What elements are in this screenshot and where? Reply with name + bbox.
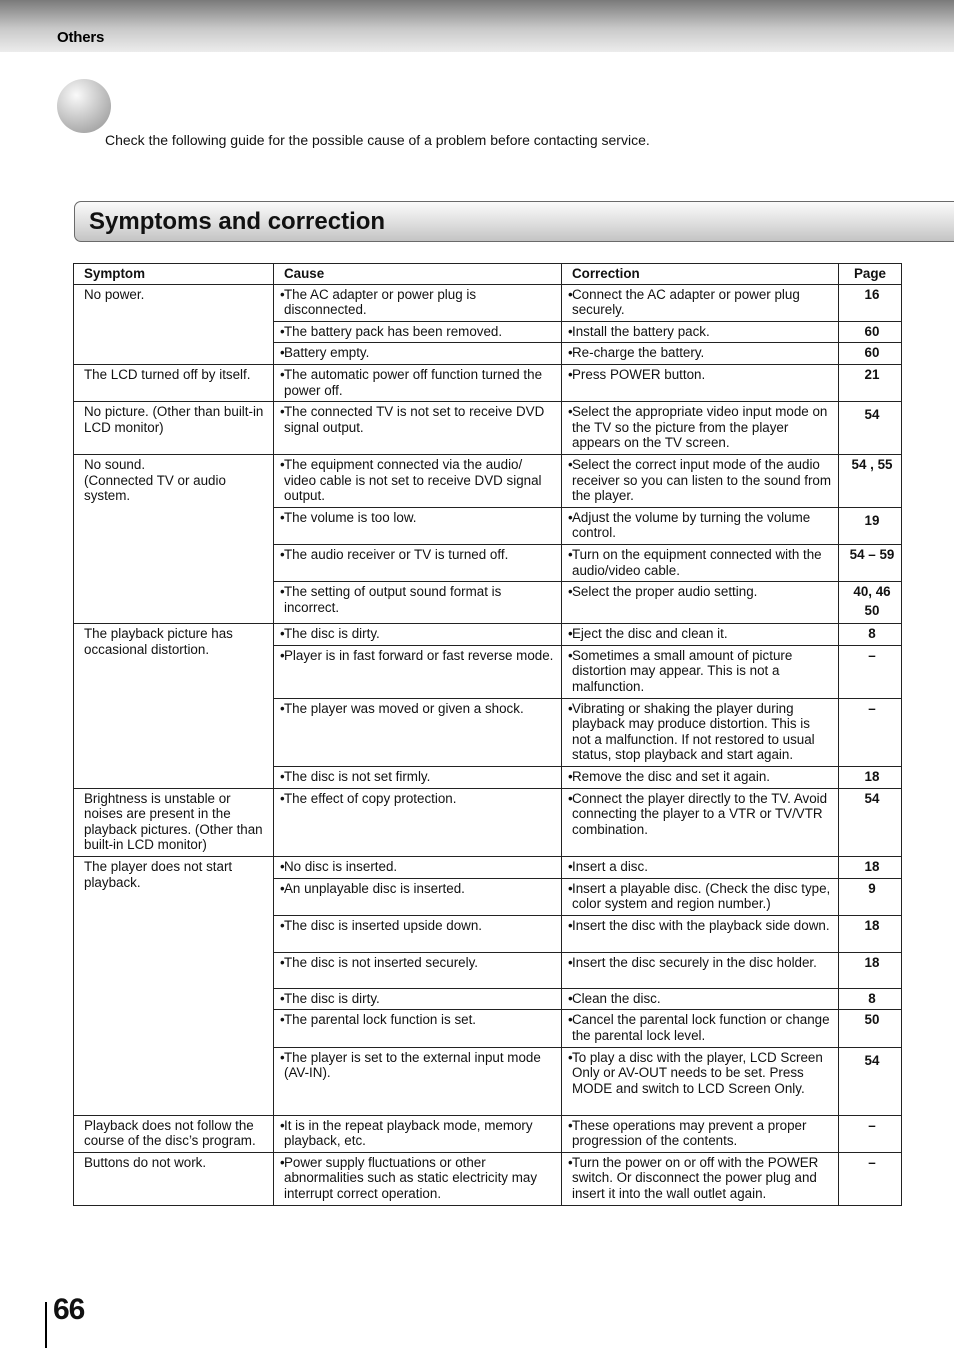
cause-cell: • It is in the repeat playback mode, memory playback, etc.: [274, 1115, 562, 1152]
table-row: [74, 284, 902, 321]
page-cell: 50: [839, 1010, 902, 1047]
cause-cell: • The parental lock function is set.: [274, 1010, 562, 1047]
section-label: Others: [57, 29, 105, 46]
page-cell: 60: [839, 321, 902, 343]
correction-cell: • Eject the disc and clean it.: [562, 624, 839, 646]
page-cell: 18: [839, 952, 902, 988]
page-number: 66: [53, 1293, 85, 1326]
page-cell: 8: [839, 624, 902, 646]
correction-cell: • Turn on the equipment connected with the audio/video cable.: [562, 544, 839, 581]
correction-cell: • Sometimes a small amount of picture distortion may appear. This is not a malfunction.: [562, 645, 839, 698]
cause-cell: • The disc is dirty.: [274, 988, 562, 1010]
troubleshooting-table: [73, 263, 902, 1206]
cause-cell: • Player is in fast forward or fast reverse mode.: [274, 645, 562, 698]
cause-cell: • The effect of copy protection.: [274, 788, 562, 856]
page-cell: 21: [839, 364, 902, 401]
page-cell: –: [839, 1115, 902, 1152]
correction-cell: • Select the correct input mode of the audio receiver so you can listen to the sound from the player.: [562, 454, 839, 507]
symptom-cell: The player does not start playback.: [74, 857, 274, 1116]
symptom-cell: The playback picture has occasional distortion.: [74, 624, 274, 789]
cause-cell: • The player is set to the external input mode (AV-IN).: [274, 1047, 562, 1115]
correction-cell: • Press POWER button.: [562, 364, 839, 401]
header-symptom: Symptom: [74, 264, 274, 285]
page-cell: –: [839, 645, 902, 698]
cause-cell: • The player was moved or given a shock.: [274, 698, 562, 766]
symptom-cell: No picture. (Other than built-in LCD monitor): [74, 402, 274, 455]
table-row: [74, 1115, 902, 1152]
correction-cell: • Connect the AC adapter or power plug securely.: [562, 284, 839, 321]
page-cell: 54 – 59: [839, 544, 902, 581]
page-cell: 18: [839, 857, 902, 879]
page-number-rule: [45, 1302, 47, 1348]
page-cell: –: [839, 698, 902, 766]
symptom-cell: Playback does not follow the course of the disc’s program.: [74, 1115, 274, 1152]
header-page: Page: [839, 264, 902, 285]
header-correction: Correction: [562, 264, 839, 285]
page-cell: 54: [839, 788, 902, 856]
page-cell: 9: [839, 878, 902, 915]
page-cell: 54: [839, 402, 902, 455]
correction-cell: • Connect the player directly to the TV. Avoid connecting the player to a VTR or TV/VTR combination.: [562, 788, 839, 856]
symptom-cell: Buttons do not work.: [74, 1152, 274, 1205]
cause-cell: • The battery pack has been removed.: [274, 321, 562, 343]
page-cell: 54: [839, 1047, 902, 1115]
cause-cell: • The disc is dirty.: [274, 624, 562, 646]
cause-cell: • No disc is inserted.: [274, 857, 562, 879]
cause-cell: • The setting of output sound format is incorrect.: [274, 582, 562, 624]
correction-cell: • Vibrating or shaking the player during playback may produce distortion. This is not a malfunction. If not restored to usual status, stop playback and start again.: [562, 698, 839, 766]
table-row: [74, 454, 902, 507]
cause-cell: • The AC adapter or power plug is disconnected.: [274, 284, 562, 321]
table-header-row: [74, 264, 902, 285]
cause-cell: • An unplayable disc is inserted.: [274, 878, 562, 915]
table-row: [74, 857, 902, 879]
cause-cell: • The equipment connected via the audio/ video cable is not set to receive DVD signal output.: [274, 454, 562, 507]
correction-cell: • Select the proper audio setting.: [562, 582, 839, 624]
symptom-cell: The LCD turned off by itself.: [74, 364, 274, 401]
cause-cell: • The disc is not inserted securely.: [274, 952, 562, 988]
cause-cell: • Power supply fluctuations or other abnormalities such as static electricity may interrupt correct operation.: [274, 1152, 562, 1205]
table-row: [74, 788, 902, 856]
cause-cell: • The volume is too low.: [274, 507, 562, 544]
correction-cell: • Re-charge the battery.: [562, 343, 839, 365]
correction-cell: • Adjust the volume by turning the volume control.: [562, 507, 839, 544]
correction-cell: • Turn the power on or off with the POWER switch. Or disconnect the power plug and insert it into the wall outlet again.: [562, 1152, 839, 1205]
correction-cell: • Insert a disc.: [562, 857, 839, 879]
correction-cell: • Cancel the parental lock function or change the parental lock level.: [562, 1010, 839, 1047]
section-banner: [74, 201, 954, 242]
correction-cell: • Install the battery pack.: [562, 321, 839, 343]
page-cell: 8: [839, 988, 902, 1010]
symptom-cell: No power.: [74, 284, 274, 364]
cause-cell: • The disc is not set firmly.: [274, 767, 562, 789]
correction-cell: • Insert a playable disc. (Check the disc type, color system and region number.): [562, 878, 839, 915]
cause-cell: • The connected TV is not set to receive DVD signal output.: [274, 402, 562, 455]
page-cell: –: [839, 1152, 902, 1205]
page-cell: 54 , 55: [839, 454, 902, 507]
cause-cell: • Battery empty.: [274, 343, 562, 365]
page-cell: 18: [839, 915, 902, 952]
table-row: [74, 402, 902, 455]
page-cell: 19: [839, 507, 902, 544]
page-cell: 16: [839, 284, 902, 321]
page-cell: 18: [839, 767, 902, 789]
symptom-line: (Connected TV or audio system.: [84, 472, 226, 504]
table-row: [74, 1152, 902, 1205]
correction-cell: • Clean the disc.: [562, 988, 839, 1010]
section-title: Symptoms and correction: [89, 208, 386, 235]
table-row: [74, 624, 902, 646]
page-line: 50: [864, 603, 880, 619]
correction-cell: • Select the appropriate video input mode on the TV so the picture from the player appears on the TV screen.: [562, 402, 839, 455]
cause-cell: • The automatic power off function turned the power off.: [274, 364, 562, 401]
cause-cell: • The audio receiver or TV is turned off.: [274, 544, 562, 581]
symptom-cell: Brightness is unstable or noises are present in the playback pictures. (Other than built-in LCD monitor): [74, 788, 274, 856]
symptom-line: No sound.: [84, 456, 146, 472]
correction-cell: • These operations may prevent a proper progression of the contents.: [562, 1115, 839, 1152]
table-row: [74, 364, 902, 401]
chapter-ball-icon: [57, 79, 111, 133]
correction-cell: • Remove the disc and set it again.: [562, 767, 839, 789]
page-cell: [839, 582, 902, 624]
correction-cell: • To play a disc with the player, LCD Screen Only or AV-OUT needs to be set. Press MODE and switch to LCD Screen Only.: [562, 1047, 839, 1115]
header-cause: Cause: [274, 264, 562, 285]
correction-cell: • Insert the disc with the playback side down.: [562, 915, 839, 952]
symptom-cell: [74, 454, 274, 623]
correction-cell: • Insert the disc securely in the disc holder.: [562, 952, 839, 988]
intro-text: Check the following guide for the possible cause of a problem before contacting service.: [105, 132, 650, 148]
page-line: 40, 46: [853, 584, 891, 600]
cause-cell: • The disc is inserted upside down.: [274, 915, 562, 952]
header-bar: [0, 0, 954, 52]
page-cell: 60: [839, 343, 902, 365]
